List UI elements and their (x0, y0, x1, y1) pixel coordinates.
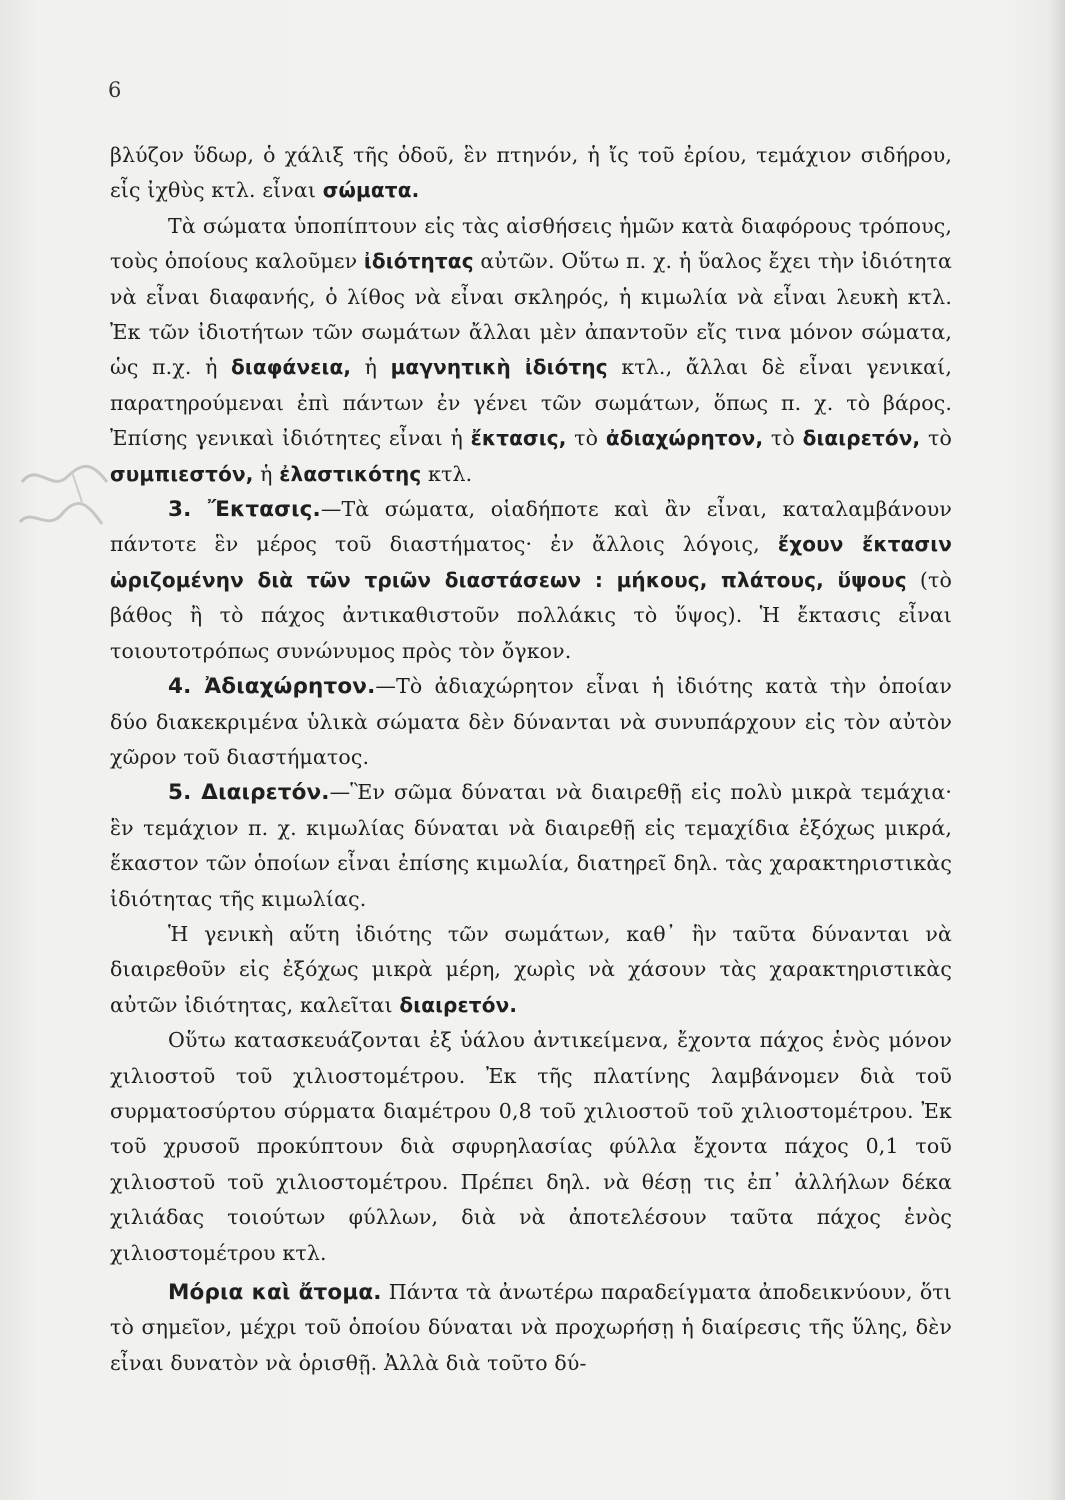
term-idiotitas: ἰδιότητας (363, 249, 474, 274)
body-text (110, 138, 952, 1381)
term-diafaneia: διαφάνεια, (231, 355, 352, 380)
section-heading: 3. Ἔκτασις. (168, 497, 321, 523)
term-somata: σώματα. (322, 178, 420, 203)
paragraph-examples: Οὕτω κατασκευάζονται ἐξ ὑάλου ἀντικείμενα, ἔχοντα πάχος ἑνὸς μόνον χιλιοστοῦ τοῦ χιλιοστομέτρου. Ἐκ τῆς πλατίνης λαμβάνομεν διὰ τοῦ συρματοσύρτου σύρματα διαμέτρου 0,8 τοῦ χιλιοστοῦ τοῦ χιλιοστομέτρου. Ἐκ τοῦ χρυσοῦ προκύπτουν διὰ σφυρηλασίας φύλλα ἔχοντα πάχος 0,1 τοῦ χιλιοστοῦ τοῦ χιλιοστομέτρου. Πρέπει δηλ. νὰ θέσῃ τις ἐπ᾽ ἀλλήλων δέκα χιλιάδας τοιούτων φύλλων, διὰ νὰ ἀποτελέσουν ταῦτα πάχος ἑνὸς χιλιοστομέτρου κτλ. (110, 1028, 952, 1265)
term-magnitiki-idiotis: μαγνητικὴ ἰδιότης (390, 355, 608, 380)
page-number: 6 (108, 78, 122, 102)
section-heading: 5. Διαιρετόν. (168, 780, 330, 806)
paragraph-intro: βλύζον ὕδωρ, ὁ χάλιξ τῆς ὁδοῦ, ἓν πτηνόν, ἡ ἴς τοῦ ἐρίου, τεμάχιον σιδήρου, εἷς ἰχθὺς κτλ. εἶναι σώματα. (110, 143, 952, 203)
paragraph-divisibility: Ἡ γενικὴ αὕτη ἰδιότης τῶν σωμάτων, καθ᾽ ἣν ταῦτα δύνανται νὰ διαιρεθοῦν εἰς ἐξόχως μικρὰ μέρη, χωρὶς νὰ χάσουν τὰς χαρακτηριστικὰς αὐτῶν ἰδιότητας, καλεῖται διαιρετόν. (110, 921, 952, 1017)
term-diaireton-2: διαιρετόν. (399, 992, 518, 1017)
term-elastikotis: ἐλαστικότης (279, 461, 422, 486)
term-diaireton: διαιρετόν, (802, 426, 921, 451)
faded-handwriting-mark (12, 452, 122, 562)
page-edge-shadow (1047, 0, 1065, 1500)
section-heading: 4. Ἀδιαχώρητον. (168, 674, 376, 700)
term-ektasis: ἔκτασις, (470, 426, 567, 451)
section-moria-atoma: Μόρια καὶ ἄτομα. Πάντα τὰ ἀνωτέρω παραδείγματα ἀποδεικνύουν, ὅτι τὸ σημεῖον, μέχρι τοῦ ὁποίου δύναται νὰ προχωρήσῃ ἡ διαίρεσις τῆς ὕλης, δὲν εἶναι δυνατὸν νὰ ὁρισθῇ. Ἀλλὰ διὰ τοῦτο δύ- (110, 1280, 952, 1375)
section-5-diaireton: 5. Διαιρετόν.—Ἓν σῶμα δύναται νὰ διαιρεθῇ εἰς πολὺ μικρὰ τεμάχια· ἓν τεμάχιον π. χ. κιμωλίας δύναται νὰ διαιρεθῇ εἰς τεμαχίδια ἐξόχως μικρά, ἕκαστον τῶν ὁποίων εἶναι ἐπίσης κιμωλία, διατηρεῖ δηλ. τὰς χαρακτηριστικὰς ἰδιότητας τῆς κιμωλίας. (110, 780, 953, 911)
term-adiachoriton: ἀδιαχώρητον, (605, 426, 764, 451)
paragraph-properties: Τὰ σώματα ὑποπίπτουν εἰς τὰς αἰσθήσεις ἡμῶν κατὰ διαφόρους τρόπους, τοὺς ὁποίους καλοῦμεν ἰδιότητας αὐτῶν. Οὕτω π. χ. ἡ ὕαλος ἔχει τὴν ἰδιότητα νὰ εἶναι διαφανής, ὁ λίθος νὰ εἶναι σκληρός, ἡ κιμωλία νὰ εἶναι λευκὴ κτλ. Ἐκ τῶν ἰδιοτήτων τῶν σωμάτων ἄλλαι μὲν ἀπαντοῦν εἴς τινα μόνον σώματα, ὡς π.χ. ἡ διαφάνεια, ἡ μαγνητικὴ ἰδιότης κτλ., ἄλλαι δὲ εἶναι γενικαί, παρατηρούμεναι ἐπὶ πάντων ἐν γένει τῶν σωμάτων, ὅπως π. χ. τὸ βάρος. Ἐπίσης γενικαὶ ἰδιότητες εἶναι ἡ ἔκτασις, τὸ ἀδιαχώρητον, τὸ διαιρετόν, τὸ συμπιεστόν, ἡ ἐλαστικότης κτλ. (110, 213, 952, 486)
term-sympiestom: συμπιεστόν, (110, 461, 254, 486)
section-heading: Μόρια καὶ ἄτομα. (168, 1280, 382, 1305)
term-three-dimensions: ἔχουν ἔκτασιν ὡριζομένην διὰ τῶν τριῶν διαστάσεων : μήκους, πλάτους, ὕψους (110, 532, 952, 592)
section-3-ektasis: 3. Ἔκτασις.—Τὰ σώματα, οἱαδήποτε καὶ ἂν εἶναι, καταλαμβάνουν πάντοτε ἓν μέρος τοῦ διαστήματος· ἐν ἄλλοις λόγοις, ἔχουν ἔκτασιν ὡριζομένην διὰ τῶν τριῶν διαστάσεων : μήκους, πλάτους, ὕψους (τὸ βάθος ἢ τὸ πάχος ἀντικαθιστοῦν πολλάκις τὸ ὕψος). Ἡ ἔκτασις εἶναι τοιουτοτρόπως συνώνυμος πρὸς τὸν ὄγκον. (110, 497, 953, 663)
section-4-adiachoriton: 4. Ἀδιαχώρητον.—Τὸ ἀδιαχώρητον εἶναι ἡ ἰδιότης κατὰ τὴν ὁποίαν δύο διακεκριμένα ὑλικὰ σώματα δὲν δύνανται νὰ συνυπάρχουν εἰς τὸν αὐτὸν χῶρον τοῦ διαστήματος. (110, 674, 952, 769)
